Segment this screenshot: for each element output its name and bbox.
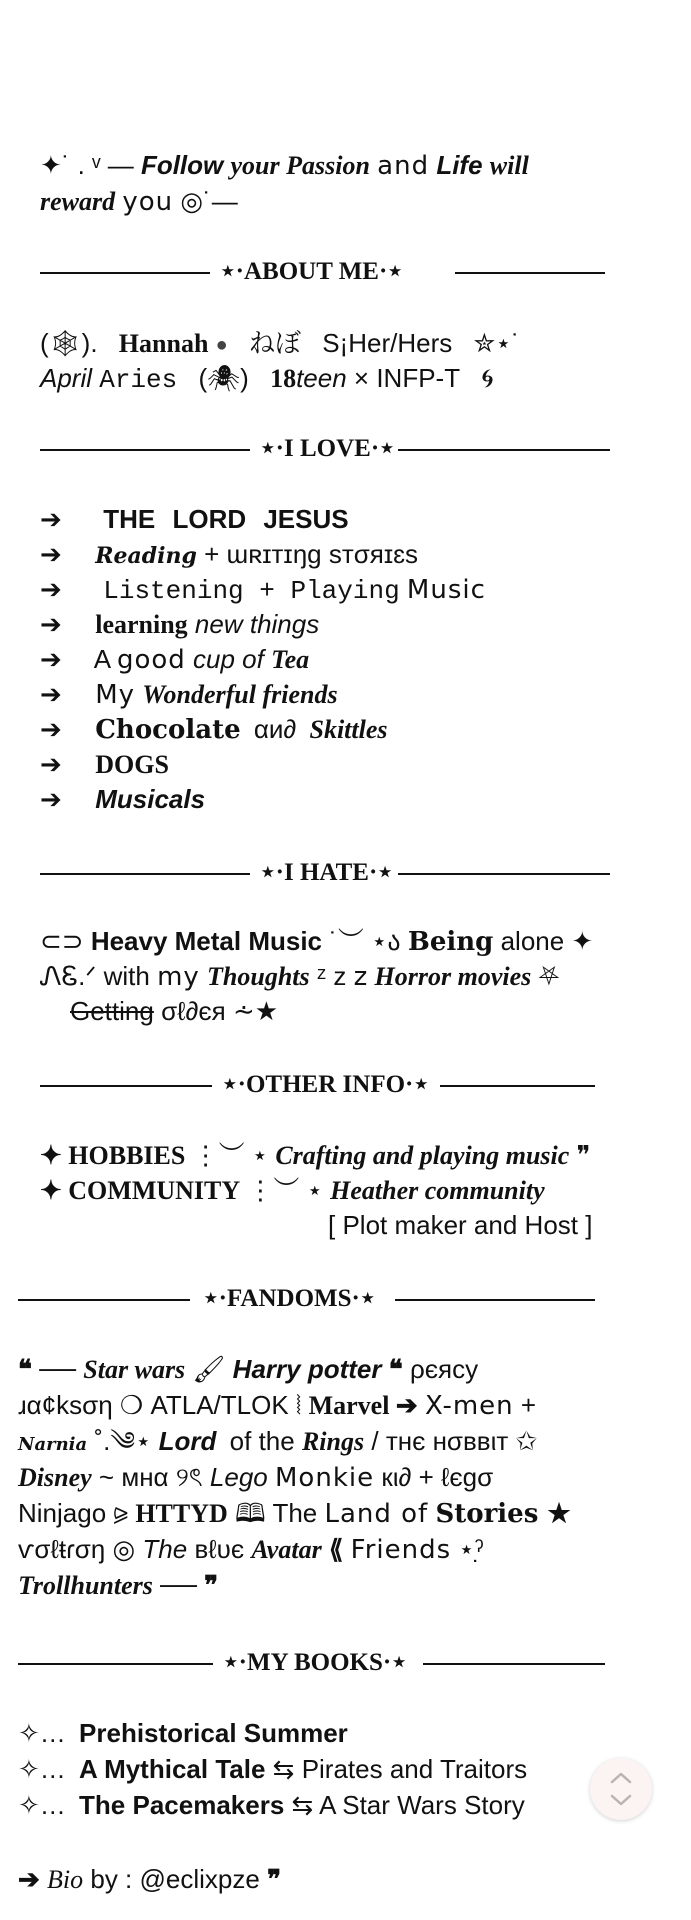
intro-your-passion: your Passion bbox=[230, 151, 370, 180]
swap-icon: ⇆ bbox=[272, 1754, 295, 1784]
intro-reward: reward bbox=[40, 187, 116, 216]
divider-rule-left bbox=[40, 449, 250, 451]
other-heading: ⋆·OTHER INFO·⋆ bbox=[222, 1071, 430, 1098]
love-rest: + ɯʀɪᴛɪŋɡ sᴛσяɪɛs bbox=[204, 539, 419, 569]
fandoms-line-1 bbox=[18, 1352, 478, 1387]
arrow-right-icon: ➔ bbox=[40, 505, 62, 535]
fandom-the-blue: The bbox=[142, 1534, 188, 1564]
fandom-atla: ATLA/TLOK bbox=[150, 1390, 289, 1420]
arrow-right-icon: ➔ bbox=[40, 540, 62, 570]
intro-follow: Follow bbox=[140, 150, 224, 180]
slash: / bbox=[371, 1426, 379, 1456]
about-month: April bbox=[40, 363, 93, 393]
hate-getting: Getting bbox=[70, 996, 154, 1026]
fandoms-line-5 bbox=[18, 1496, 571, 1531]
divider-rule-left bbox=[18, 1663, 213, 1665]
about-name: Hannah bbox=[118, 329, 209, 358]
book-item bbox=[18, 1788, 525, 1822]
arrow-right-icon: ➔ bbox=[40, 610, 62, 640]
love-item bbox=[40, 677, 338, 712]
quote-icon: ❝ bbox=[388, 1354, 403, 1384]
hate-being: Being bbox=[407, 927, 494, 957]
fandom-harry-potter: Harry potter bbox=[232, 1354, 382, 1384]
love-outline: Music bbox=[406, 575, 486, 605]
books-divider bbox=[18, 1646, 605, 1680]
about-pronouns: S¡Her/Hers bbox=[322, 328, 453, 358]
about-divider bbox=[40, 255, 605, 289]
book-icon: 🕮 bbox=[235, 1498, 266, 1528]
fandoms-line-6 bbox=[18, 1532, 484, 1567]
hate-zz: ᶻ z 𝗓 bbox=[316, 961, 368, 991]
love-item bbox=[40, 537, 418, 573]
wave-icon: ⦚ bbox=[295, 1390, 302, 1420]
divider-rule-left bbox=[40, 873, 250, 875]
other-divider bbox=[40, 1068, 595, 1102]
fandom-httyd: HTTYD bbox=[135, 1499, 228, 1528]
fandom-hobbit: тнє нσввιт ✩ bbox=[385, 1426, 538, 1456]
love-item bbox=[40, 782, 205, 817]
fandom-of-the: of the bbox=[229, 1426, 295, 1456]
intro-line-2 bbox=[40, 184, 238, 219]
love-item bbox=[40, 572, 486, 608]
love-serif-bold-italic: Wonderful friends bbox=[142, 680, 338, 709]
divider-rule-right bbox=[455, 272, 605, 274]
fandoms-line-7 bbox=[18, 1568, 218, 1603]
community-value: Heather community bbox=[330, 1176, 545, 1205]
fandom-voltron: ѵσℓŧɾσŋ bbox=[18, 1534, 106, 1564]
fandom-disney: Disney bbox=[18, 1463, 92, 1492]
hate-end: ⩪★ bbox=[232, 996, 279, 1026]
sparkle-icon: ✧… bbox=[18, 1718, 66, 1748]
pentagram-icon: ⛧ bbox=[538, 961, 560, 991]
fandom-moana: мнα bbox=[121, 1462, 169, 1492]
hate-metal: Heavy Metal Music bbox=[90, 926, 323, 956]
fandom-rings: Rings bbox=[301, 1427, 365, 1456]
hate-horror: Horror movies bbox=[374, 962, 532, 991]
love-italic: new things bbox=[194, 609, 320, 639]
fandom-kid: кι∂ + ℓєgσ bbox=[381, 1462, 494, 1492]
fandom-jackson: ɹα¢ksση bbox=[18, 1390, 113, 1420]
divider-rule-right bbox=[440, 1085, 595, 1087]
fandom-lord: Lord bbox=[158, 1426, 217, 1456]
tilde: ~ bbox=[98, 1462, 115, 1492]
fandom-the: The bbox=[272, 1498, 318, 1528]
love-divider bbox=[40, 432, 610, 466]
arrow-right-icon: ➔ bbox=[40, 575, 62, 605]
stars-icon: ✮⋆˙ bbox=[473, 328, 521, 358]
book-item bbox=[18, 1752, 527, 1786]
quote-icon: ❞ bbox=[576, 1140, 591, 1170]
dot-icon: ● bbox=[215, 334, 228, 357]
fandom-xmen: X-men bbox=[424, 1391, 514, 1421]
intro-you: you bbox=[122, 187, 174, 217]
fandom-ninjago: Ninjago bbox=[18, 1498, 107, 1528]
hate-deco: ˙︶ ⋆ა bbox=[329, 926, 401, 956]
hate-prefix: ⊂⊃ bbox=[40, 926, 84, 956]
arrow-right-icon: ➔ bbox=[18, 1864, 40, 1894]
fandom-lego: Lego bbox=[209, 1462, 268, 1492]
hobbies-label: ✦ HOBBIES bbox=[40, 1141, 186, 1170]
hate-thoughts: Thoughts bbox=[207, 962, 310, 991]
intro-line-1 bbox=[40, 148, 529, 183]
community-deco: ⋮︶ ⋆ bbox=[247, 1175, 323, 1205]
fandom-monkie: Monkie bbox=[275, 1463, 375, 1493]
hate-line-3 bbox=[70, 994, 278, 1028]
spiral-icon: ◎ bbox=[112, 1534, 136, 1564]
arrow-right-icon: ➔ bbox=[40, 645, 62, 675]
book-title: Prehistorical Summer bbox=[79, 1718, 348, 1748]
circle-icon: ❍ bbox=[119, 1390, 144, 1420]
love-item bbox=[40, 747, 169, 782]
about-nebo: ねぼ bbox=[248, 328, 301, 358]
books-heading: ⋆·MY BOOKS·⋆ bbox=[223, 1649, 407, 1676]
fandom-marvel: Marvel ➔ bbox=[308, 1391, 418, 1420]
intro-and: and bbox=[377, 151, 430, 181]
bracket-icon: ⟪ bbox=[328, 1534, 344, 1564]
intro-life: Life bbox=[436, 150, 483, 180]
fandoms-open: ❝ ── bbox=[18, 1354, 77, 1384]
wand-icon: 🖌 bbox=[192, 1354, 226, 1384]
friends-deco: ⋆ˀ̣ bbox=[458, 1534, 484, 1564]
about-line-2 bbox=[40, 361, 494, 397]
book-subtitle: A Star Wars Story bbox=[319, 1790, 525, 1820]
divider-rule-right bbox=[423, 1663, 605, 1665]
loop-icon: ୨ৎ bbox=[175, 1462, 203, 1492]
fandoms-line-4 bbox=[18, 1460, 493, 1495]
intro-will: will bbox=[489, 151, 529, 180]
sparkle-icon: ✧… bbox=[18, 1754, 66, 1784]
fandom-star-wars: Star wars bbox=[83, 1355, 186, 1384]
arrow-right-icon: ➔ bbox=[40, 785, 62, 815]
hobbies-line bbox=[40, 1138, 591, 1173]
book-title: The Pacemakers bbox=[79, 1790, 285, 1820]
hate-line-1 bbox=[40, 924, 593, 959]
love-item bbox=[40, 607, 319, 642]
dragon-icon: ⪩ bbox=[113, 1498, 129, 1528]
hobbies-value: Crafting and playing music bbox=[275, 1141, 570, 1170]
about-sign: Aries bbox=[99, 365, 178, 395]
love-serif-bold-italic: Skittles bbox=[309, 715, 388, 744]
hate-with: with bbox=[103, 961, 150, 991]
love-mono: Listening + Playing bbox=[103, 576, 400, 606]
love-plain: αи∂ bbox=[253, 714, 297, 744]
fandom-friends: Friends bbox=[350, 1535, 452, 1565]
community-line bbox=[40, 1173, 545, 1208]
love-script: Reading bbox=[95, 543, 197, 569]
about-heading: ⋆·ABOUT ME·⋆ bbox=[220, 258, 403, 285]
hate-older: σℓ∂єя bbox=[161, 996, 226, 1026]
love-item bbox=[40, 712, 388, 747]
about-age-word: teen bbox=[296, 363, 347, 393]
fandom-stories: Stories ★ bbox=[435, 1499, 571, 1529]
narnia-deco: ˚.༄⋆ bbox=[94, 1426, 152, 1456]
divider-rule-left bbox=[40, 1085, 212, 1087]
fandoms-line-3 bbox=[18, 1424, 537, 1462]
swap-icon: ⇆ bbox=[291, 1790, 314, 1820]
hate-line-2 bbox=[40, 959, 559, 994]
love-outline: My bbox=[95, 680, 136, 710]
divider-rule-left bbox=[40, 272, 210, 274]
hate-heading: ⋆·I HATE·⋆ bbox=[260, 859, 393, 886]
fandoms-divider bbox=[18, 1282, 595, 1316]
bio-line bbox=[18, 1862, 281, 1897]
love-italic: cup of bbox=[193, 644, 264, 674]
fandoms-close: ── ❞ bbox=[160, 1570, 219, 1600]
fandom-narnia: Narnia bbox=[18, 1434, 88, 1455]
fandom-avatar: Avatar bbox=[251, 1535, 322, 1564]
book-subtitle: Pirates and Traitors bbox=[301, 1754, 528, 1784]
fandom-land-of: Land of bbox=[324, 1499, 429, 1529]
love-item bbox=[40, 502, 349, 537]
spider-icon: (🕷) bbox=[198, 363, 249, 393]
divider-rule-left bbox=[18, 1299, 190, 1301]
love-plain: A bbox=[93, 644, 110, 674]
intro-suffix: ◎˙— bbox=[180, 186, 238, 216]
hate-divider bbox=[40, 856, 610, 890]
divider-rule-right bbox=[398, 873, 610, 875]
community-role: [ Plot maker and Host ] bbox=[328, 1210, 593, 1240]
love-bold: DOGS bbox=[95, 750, 169, 779]
arrow-right-icon: ➔ bbox=[40, 715, 62, 745]
fandom-blue: вℓυє bbox=[194, 1534, 245, 1564]
arrow-right-icon: ➔ bbox=[40, 750, 62, 780]
fandom-percy: ρєяϲу bbox=[409, 1354, 479, 1384]
arrow-right-icon: ➔ bbox=[40, 680, 62, 710]
love-bold: learning bbox=[95, 610, 188, 639]
scroll-up-down-button[interactable] bbox=[590, 1758, 652, 1820]
hate-alone: alone ✦ bbox=[500, 926, 594, 956]
love-serif-bold-italic: Tea bbox=[271, 645, 310, 674]
divider-rule-right bbox=[398, 449, 610, 451]
hate-prefix: ᏁᏋ.ᐟ bbox=[40, 961, 97, 991]
about-mbti: × INFP-T bbox=[353, 363, 461, 393]
intro-prefix: ✦˙ . ᵛ — bbox=[40, 150, 134, 180]
sparkle-icon: ✧… bbox=[18, 1790, 66, 1820]
love-outline: good bbox=[116, 645, 186, 675]
divider-rule-right bbox=[395, 1299, 595, 1301]
bio-word: Bio bbox=[47, 1865, 84, 1894]
spiral-icon: 🌀︎ bbox=[481, 363, 494, 393]
love-gothic: Chocolate bbox=[95, 715, 241, 745]
love-bold-italic: Musicals bbox=[95, 784, 206, 814]
plus-sign: + bbox=[520, 1390, 537, 1420]
community-label: ✦ COMMUNITY bbox=[40, 1176, 241, 1205]
fandom-trollhunters: Trollhunters bbox=[18, 1571, 153, 1600]
chevron-up-down-icon bbox=[609, 1769, 633, 1809]
book-item bbox=[18, 1716, 348, 1750]
love-heading: ⋆·I LOVE·⋆ bbox=[260, 435, 395, 462]
about-age-number: 18 bbox=[270, 364, 297, 393]
love-text: THE LORD JESUS bbox=[103, 504, 349, 534]
hobbies-deco: ⋮︶ ⋆ bbox=[192, 1140, 269, 1170]
about-line-1 bbox=[40, 326, 520, 362]
fandoms-heading: ⋆·FANDOMS·⋆ bbox=[203, 1285, 376, 1312]
bio-credit: by : @eclixpze bbox=[90, 1864, 260, 1894]
fandoms-line-2 bbox=[18, 1388, 536, 1423]
web-icon: (🕸). bbox=[40, 328, 98, 358]
quote-icon: ❞ bbox=[267, 1864, 282, 1894]
hate-my: my bbox=[157, 962, 200, 992]
love-item bbox=[40, 642, 309, 677]
book-title: A Mythical Tale bbox=[79, 1754, 266, 1784]
